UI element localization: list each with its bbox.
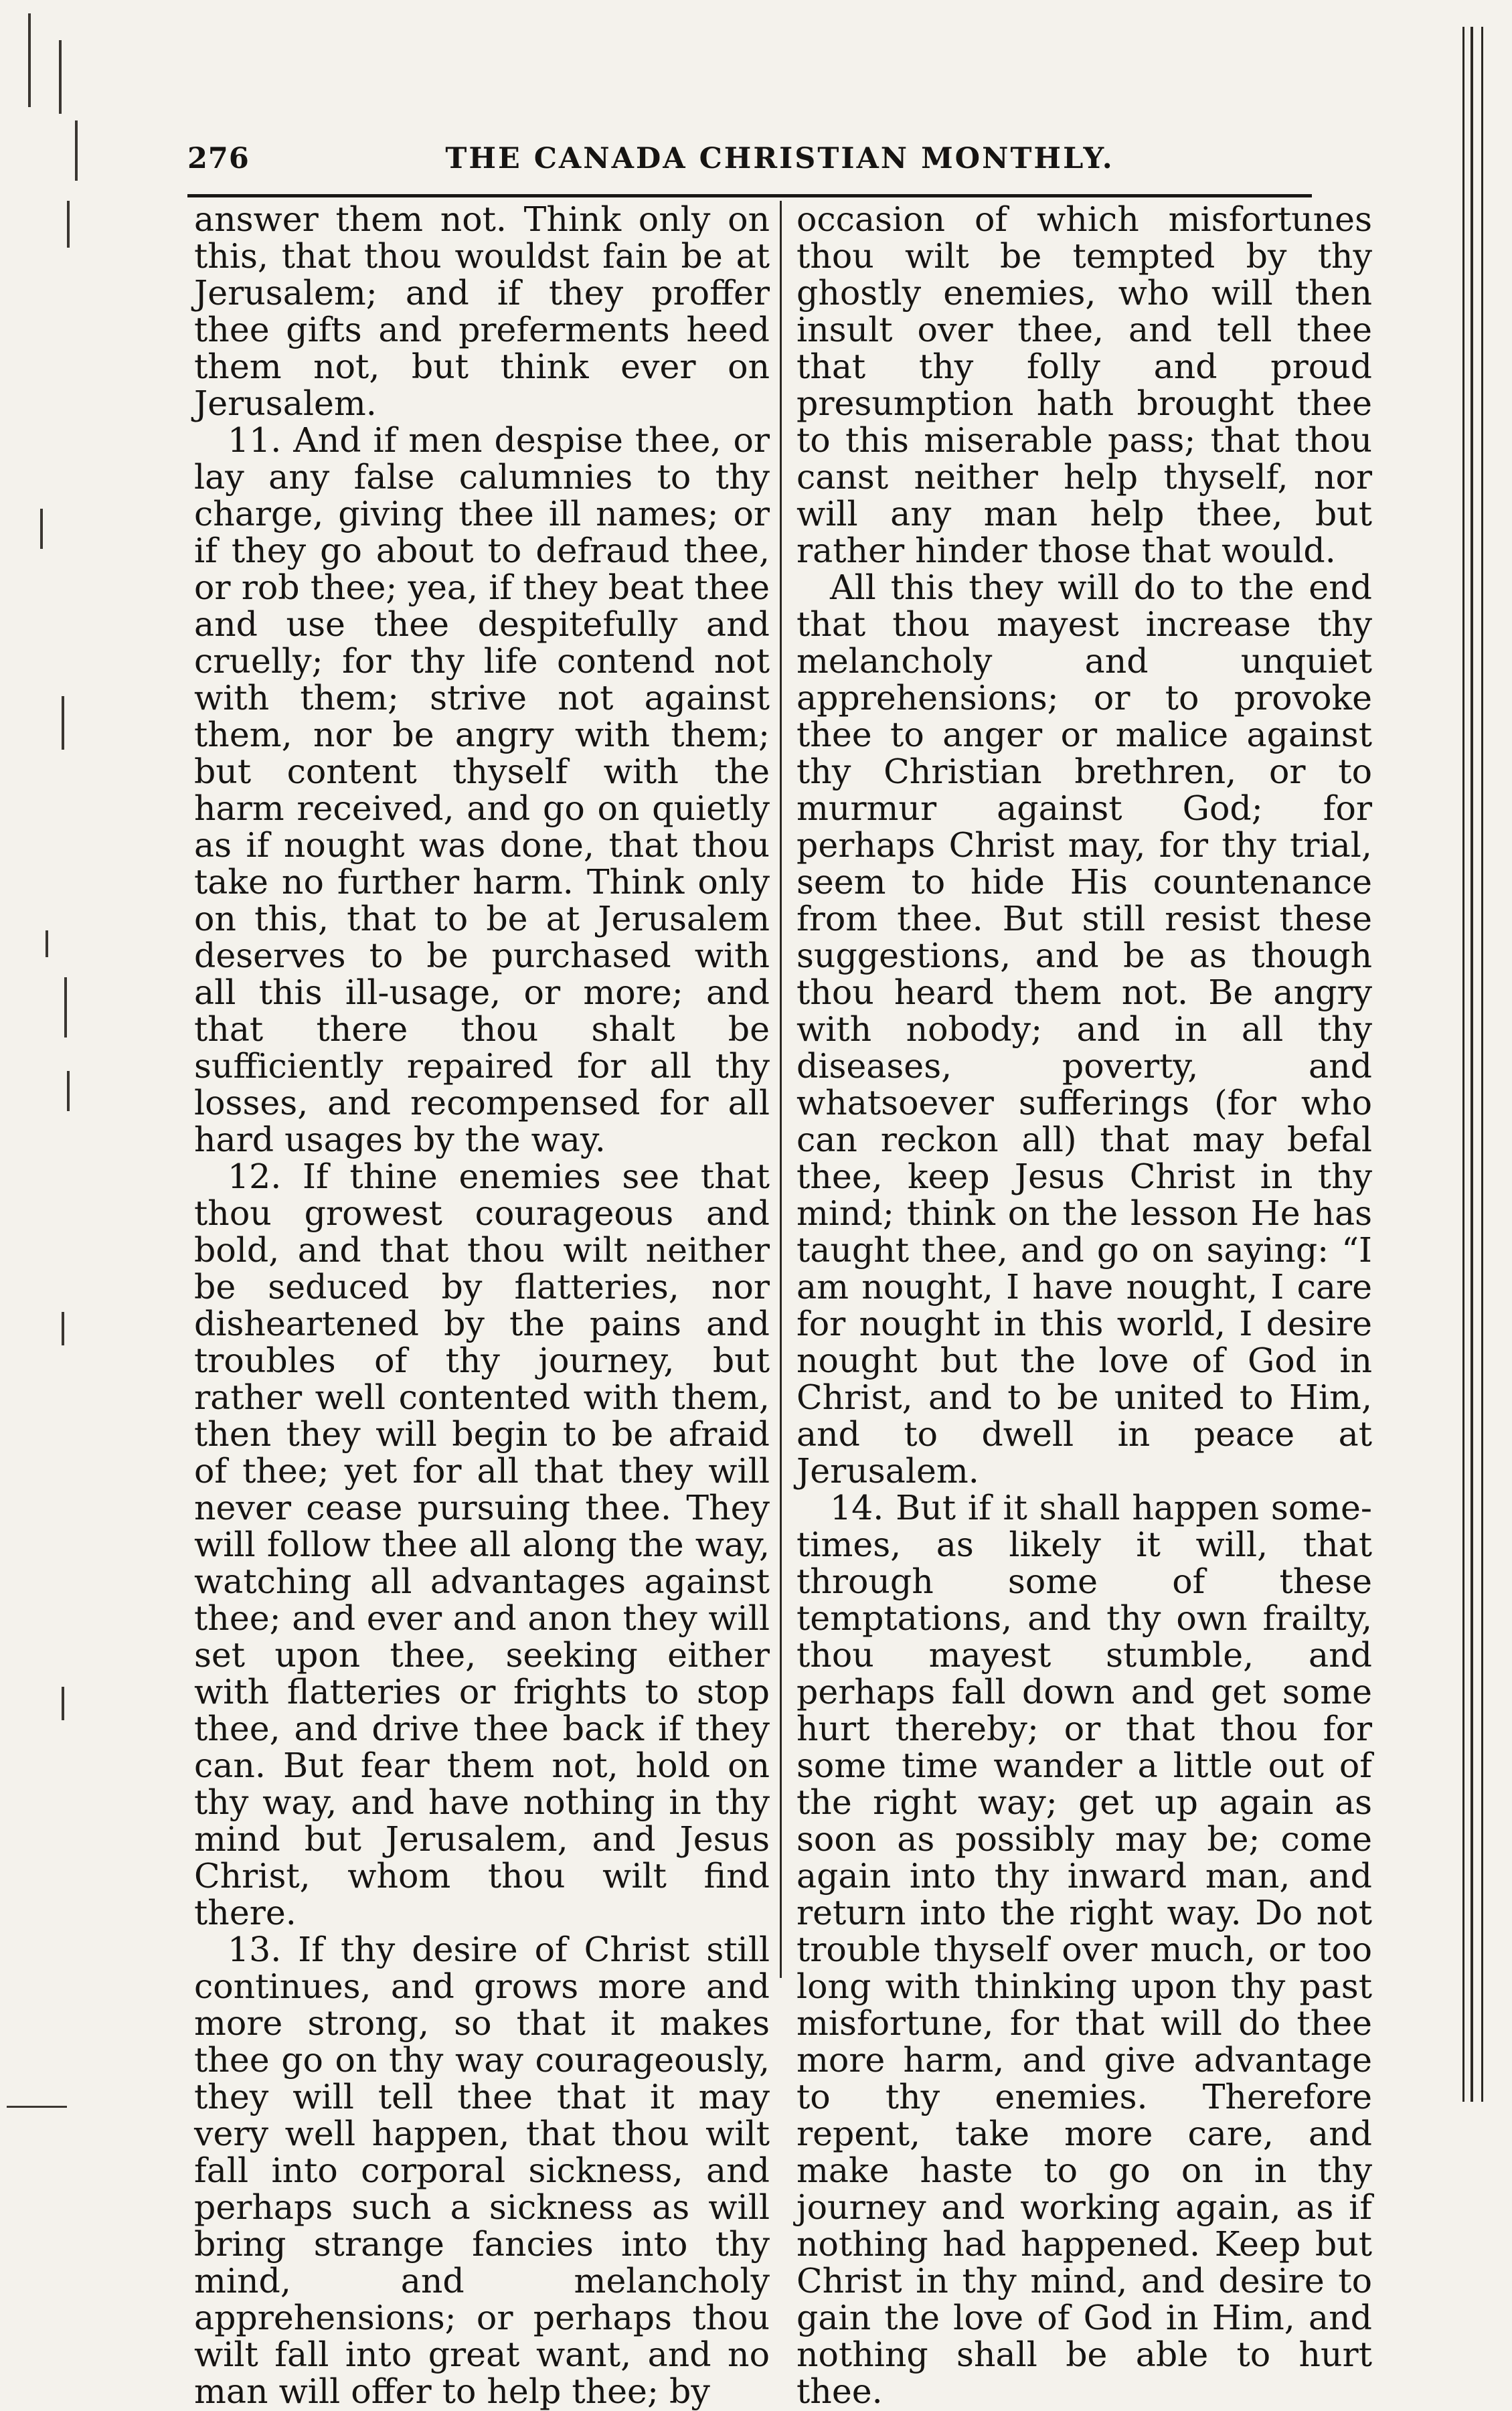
paragraph: answer them not. Think only on this, that thou wouldst fain be at Jerusalem; and if they proffer thee gifts and preferments heed them not, but think ever on Jerusalem. <box>194 199 770 423</box>
binding-line <box>1471 27 1473 2102</box>
scan-speck <box>28 13 31 107</box>
scan-speck <box>75 120 78 181</box>
column-divider <box>780 201 782 1978</box>
paragraph: All this they will do to the end that thou mayest increase thy melancholy and unquiet apprehensions; or to provoke thee to anger or malice against thy Christian brethren, or to murmur against God; for perhaps Christ may, for thy trial, seem to hide His countenance from thee. But still resist these suggestions, and be as though thou heard them not. Be angry with nobody; and in all thy diseases, poverty, and whatsoever sufferings (for who can reckon all) that may befal thee, keep Jesus Christ in thy mind; think on the lesson He has taught thee, and go on saying: “I am nought, I have nought, I care for nought in this world, I desire nought but the love of God in Christ, and to be united to Him, and to dwell in peace at Jerusalem. <box>796 568 1372 1491</box>
scan-speck <box>64 977 67 1037</box>
scan-speck <box>62 696 64 750</box>
scan-speck <box>46 930 48 957</box>
scan-speck <box>59 40 62 114</box>
left-column <box>194 201 770 2410</box>
scan-speck <box>67 201 70 248</box>
page-number: 276 <box>187 142 250 175</box>
scan-speck <box>40 509 43 549</box>
running-header <box>187 142 1319 182</box>
scan-speck <box>62 1312 64 1345</box>
running-title: THE CANADA CHRISTIAN MONTHLY. <box>445 142 1114 175</box>
paragraph: 13. If thy desire of Christ still continues, and grows more and more strong, so that it makes thee go on thy way courageously, they will tell thee that it may very well happen, that thou wilt fall into corporal sickness, and perhaps such a sickness as will bring strange fancies into thy mind, and melancholy apprehensions; or perhaps thou wilt fall into great want, and no man will offer to help thee; by <box>194 1930 770 2411</box>
header-rule <box>187 194 1312 197</box>
paragraph: 12. If thine enemies see that thou growest courageous and bold, and that thou wilt neither be seduced by flatteries, nor disheartened by the pains and troubles of thy journey, but rather well contented with them, then they will begin to be afraid of thee; yet for all that they will never cease pursuing thee. They will follow thee all along the way, watching all advantages against thee; and ever and anon they will set upon thee, seeking either with flatteries or frights to stop thee, and drive thee back if they can. But fear them not, hold on thy way, and have nothing in thy mind but Jerusalem, and Jesus Christ, whom thou wilt find there. <box>194 1157 770 1932</box>
right-column <box>796 201 1372 2410</box>
binding-line <box>1462 27 1464 2102</box>
scan-speck <box>7 2106 67 2108</box>
paragraph: 11. And if men despise thee, or lay any false calumnies to thy charge, giving thee ill names; or if they go about to defraud thee, or rob thee; yea, if they beat thee and use thee despitefully and cruelly; for thy life contend not with them; strive not against them, nor be angry with them; but content thyself with the harm received, and go on quietly as if nought was done, that thou take no further harm. Think only on this, that to be at Jerusalem deserves to be purchased with all this ill-usage, or more; and that there thou shalt be sufficiently repaired for all thy losses, and recompensed for all hard usages by the way. <box>194 420 770 1159</box>
scan-speck <box>62 1687 64 1720</box>
paragraph: 14. But if it shall happen sometimes, as likely it will, that through some of these temptations, and thy own frailty, thou mayest stumble, and perhaps fall down and get some hurt thereby; or that thou for some time wander a little out of the right way; get up again as soon as possibly may be; come again into thy inward man, and return into the right way. Do not trouble thyself over much, or too long with thinking upon thy past misfortune, for that will do thee more harm, and give advantage to thy enemies. Therefore repent, take more care, and make haste to go on in thy journey and working again, as if nothing had happened. Keep but Christ in thy mind, and desire to gain the love of God in Him, and nothing shall be able to hurt thee. <box>796 1488 1372 2411</box>
binding-line <box>1481 27 1483 2102</box>
scan-speck <box>67 1071 70 1111</box>
paragraph: occasion of which misfortunes thou wilt be tempted by thy ghostly enemies, who will then insult over thee, and tell thee that thy folly and proud presumption hath brought thee to this miserable pass; that thou canst neither help thyself, nor will any man help thee, but rather hinder those that would. <box>796 199 1372 570</box>
